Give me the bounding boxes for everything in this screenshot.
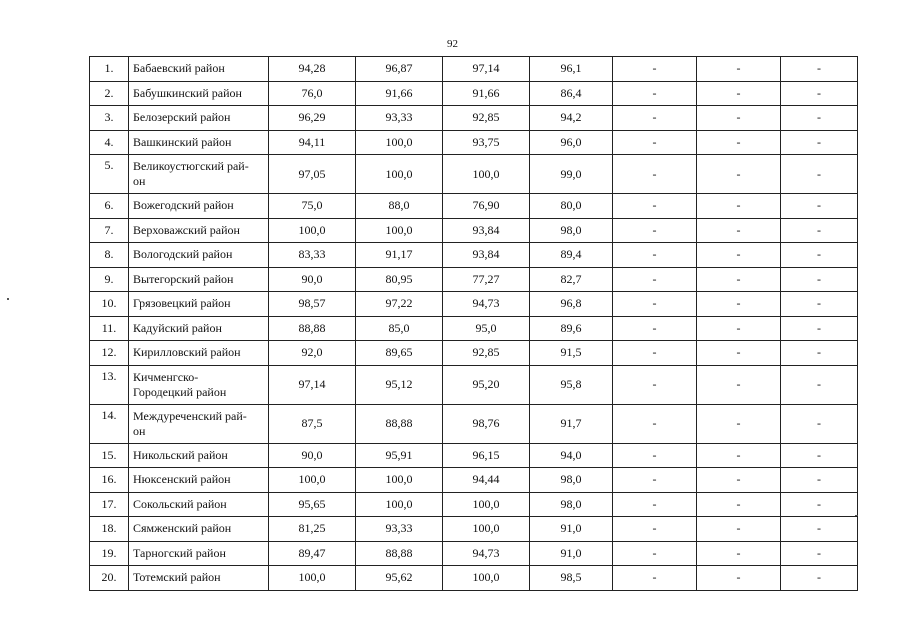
dash-cell-3: -	[781, 365, 858, 404]
value-cell-3: 77,27	[443, 267, 530, 292]
district-name-cell: Вологодский район	[129, 243, 269, 268]
dash-cell-1: -	[613, 566, 697, 591]
dash-cell-2: -	[697, 57, 781, 82]
value-cell-3: 93,75	[443, 130, 530, 155]
dash-cell-2: -	[697, 492, 781, 517]
dash-cell-1: -	[613, 218, 697, 243]
dash-cell-1: -	[613, 365, 697, 404]
district-name-cell: Грязовецкий район	[129, 292, 269, 317]
table-row	[90, 443, 858, 468]
dash-cell-3: -	[781, 57, 858, 82]
district-name-cell: Кирилловский район	[129, 341, 269, 366]
table-row	[90, 130, 858, 155]
value-cell-3: 91,66	[443, 81, 530, 106]
value-cell-2: 93,33	[356, 517, 443, 542]
row-number-cell: 5.	[90, 155, 129, 194]
value-cell-4: 98,5	[530, 566, 613, 591]
district-name-cell: Тотемский район	[129, 566, 269, 591]
table-row	[90, 106, 858, 131]
value-cell-1: 100,0	[269, 218, 356, 243]
dash-cell-2: -	[697, 365, 781, 404]
row-number-cell: 4.	[90, 130, 129, 155]
value-cell-4: 91,0	[530, 541, 613, 566]
dash-cell-1: -	[613, 292, 697, 317]
dash-cell-3: -	[781, 218, 858, 243]
table-row	[90, 404, 858, 443]
district-results-table	[89, 56, 858, 591]
dash-cell-2: -	[697, 443, 781, 468]
value-cell-4: 99,0	[530, 155, 613, 194]
dash-cell-1: -	[613, 404, 697, 443]
dash-cell-2: -	[697, 130, 781, 155]
dash-cell-1: -	[613, 267, 697, 292]
value-cell-2: 95,12	[356, 365, 443, 404]
district-name-cell: Кадуйский район	[129, 316, 269, 341]
dash-cell-1: -	[613, 341, 697, 366]
district-name-cell: Вожегодский район	[129, 194, 269, 219]
value-cell-2: 88,88	[356, 404, 443, 443]
value-cell-3: 93,84	[443, 218, 530, 243]
row-number-cell: 9.	[90, 267, 129, 292]
table-row	[90, 292, 858, 317]
table-row	[90, 155, 858, 194]
value-cell-4: 98,0	[530, 218, 613, 243]
value-cell-3: 95,20	[443, 365, 530, 404]
dash-cell-3: -	[781, 316, 858, 341]
page-number: 92	[447, 38, 458, 50]
scan-speck	[7, 298, 9, 300]
dash-cell-2: -	[697, 468, 781, 493]
district-name-cell: Сямженский район	[129, 517, 269, 542]
value-cell-4: 96,1	[530, 57, 613, 82]
table-row	[90, 541, 858, 566]
dash-cell-3: -	[781, 468, 858, 493]
value-cell-1: 94,28	[269, 57, 356, 82]
dash-cell-3: -	[781, 194, 858, 219]
dash-cell-2: -	[697, 404, 781, 443]
dash-cell-2: -	[697, 155, 781, 194]
dash-cell-3: -	[781, 443, 858, 468]
table-row	[90, 566, 858, 591]
row-number-cell: 6.	[90, 194, 129, 219]
dash-cell-2: -	[697, 292, 781, 317]
dash-cell-3: -	[781, 155, 858, 194]
table-row	[90, 218, 858, 243]
row-number-cell: 15.	[90, 443, 129, 468]
value-cell-3: 97,14	[443, 57, 530, 82]
value-cell-1: 100,0	[269, 566, 356, 591]
district-name-cell: Вашкинский район	[129, 130, 269, 155]
row-number-cell: 16.	[90, 468, 129, 493]
value-cell-3: 94,73	[443, 541, 530, 566]
district-name-cell: Сокольский район	[129, 492, 269, 517]
dash-cell-1: -	[613, 443, 697, 468]
dash-cell-2: -	[697, 194, 781, 219]
value-cell-3: 76,90	[443, 194, 530, 219]
value-cell-1: 98,57	[269, 292, 356, 317]
value-cell-3: 94,44	[443, 468, 530, 493]
row-number-cell: 17.	[90, 492, 129, 517]
dash-cell-1: -	[613, 194, 697, 219]
value-cell-3: 100,0	[443, 517, 530, 542]
dash-cell-1: -	[613, 81, 697, 106]
dash-cell-3: -	[781, 492, 858, 517]
value-cell-2: 96,87	[356, 57, 443, 82]
district-name-cell: Бабаевский район	[129, 57, 269, 82]
value-cell-4: 89,6	[530, 316, 613, 341]
value-cell-2: 95,62	[356, 566, 443, 591]
value-cell-1: 97,14	[269, 365, 356, 404]
value-cell-4: 82,7	[530, 267, 613, 292]
value-cell-2: 93,33	[356, 106, 443, 131]
value-cell-4: 91,0	[530, 517, 613, 542]
district-name-cell: Верховажский район	[129, 218, 269, 243]
dash-cell-2: -	[697, 218, 781, 243]
table-body	[90, 57, 858, 591]
scan-speck	[855, 515, 858, 516]
value-cell-3: 98,76	[443, 404, 530, 443]
value-cell-2: 97,22	[356, 292, 443, 317]
dash-cell-2: -	[697, 81, 781, 106]
value-cell-1: 97,05	[269, 155, 356, 194]
value-cell-2: 100,0	[356, 155, 443, 194]
value-cell-2: 91,17	[356, 243, 443, 268]
table-row	[90, 81, 858, 106]
dash-cell-3: -	[781, 341, 858, 366]
row-number-cell: 3.	[90, 106, 129, 131]
dash-cell-2: -	[697, 316, 781, 341]
value-cell-2: 89,65	[356, 341, 443, 366]
value-cell-1: 90,0	[269, 443, 356, 468]
value-cell-2: 100,0	[356, 492, 443, 517]
value-cell-2: 100,0	[356, 130, 443, 155]
row-number-cell: 11.	[90, 316, 129, 341]
dash-cell-2: -	[697, 106, 781, 131]
dash-cell-1: -	[613, 130, 697, 155]
dash-cell-1: -	[613, 57, 697, 82]
table-row	[90, 316, 858, 341]
value-cell-3: 100,0	[443, 155, 530, 194]
value-cell-4: 86,4	[530, 81, 613, 106]
value-cell-1: 88,88	[269, 316, 356, 341]
value-cell-2: 100,0	[356, 218, 443, 243]
dash-cell-2: -	[697, 243, 781, 268]
table-row	[90, 468, 858, 493]
district-name-cell: Белозерский район	[129, 106, 269, 131]
value-cell-3: 100,0	[443, 492, 530, 517]
value-cell-1: 94,11	[269, 130, 356, 155]
dash-cell-3: -	[781, 517, 858, 542]
dash-cell-1: -	[613, 155, 697, 194]
value-cell-3: 92,85	[443, 341, 530, 366]
value-cell-4: 94,0	[530, 443, 613, 468]
value-cell-2: 100,0	[356, 468, 443, 493]
row-number-cell: 18.	[90, 517, 129, 542]
dash-cell-1: -	[613, 517, 697, 542]
dash-cell-3: -	[781, 130, 858, 155]
value-cell-2: 91,66	[356, 81, 443, 106]
dash-cell-3: -	[781, 106, 858, 131]
dash-cell-2: -	[697, 517, 781, 542]
value-cell-1: 90,0	[269, 267, 356, 292]
dash-cell-1: -	[613, 316, 697, 341]
district-name-cell: Междуреченский рай- он	[129, 404, 269, 443]
value-cell-2: 85,0	[356, 316, 443, 341]
value-cell-1: 87,5	[269, 404, 356, 443]
row-number-cell: 10.	[90, 292, 129, 317]
dash-cell-1: -	[613, 468, 697, 493]
value-cell-1: 81,25	[269, 517, 356, 542]
value-cell-1: 95,65	[269, 492, 356, 517]
dash-cell-1: -	[613, 106, 697, 131]
table-row	[90, 243, 858, 268]
value-cell-3: 92,85	[443, 106, 530, 131]
district-name-cell: Великоустюгский рай- он	[129, 155, 269, 194]
dash-cell-3: -	[781, 243, 858, 268]
value-cell-2: 88,88	[356, 541, 443, 566]
dash-cell-1: -	[613, 243, 697, 268]
dash-cell-3: -	[781, 566, 858, 591]
row-number-cell: 14.	[90, 404, 129, 443]
district-name-cell: Бабушкинский район	[129, 81, 269, 106]
dash-cell-3: -	[781, 541, 858, 566]
dash-cell-2: -	[697, 267, 781, 292]
dash-cell-2: -	[697, 341, 781, 366]
value-cell-1: 92,0	[269, 341, 356, 366]
row-number-cell: 19.	[90, 541, 129, 566]
table-row	[90, 57, 858, 82]
value-cell-4: 95,8	[530, 365, 613, 404]
value-cell-1: 100,0	[269, 468, 356, 493]
value-cell-4: 96,8	[530, 292, 613, 317]
row-number-cell: 8.	[90, 243, 129, 268]
value-cell-1: 89,47	[269, 541, 356, 566]
value-cell-4: 80,0	[530, 194, 613, 219]
value-cell-1: 83,33	[269, 243, 356, 268]
dash-cell-1: -	[613, 541, 697, 566]
value-cell-1: 96,29	[269, 106, 356, 131]
dash-cell-3: -	[781, 81, 858, 106]
district-name-cell: Никольский район	[129, 443, 269, 468]
table-row	[90, 341, 858, 366]
dash-cell-3: -	[781, 292, 858, 317]
value-cell-2: 95,91	[356, 443, 443, 468]
district-name-cell: Кичменгско- Городецкий район	[129, 365, 269, 404]
value-cell-3: 95,0	[443, 316, 530, 341]
value-cell-1: 75,0	[269, 194, 356, 219]
value-cell-4: 94,2	[530, 106, 613, 131]
table-row	[90, 194, 858, 219]
value-cell-3: 96,15	[443, 443, 530, 468]
district-name-cell: Нюксенский район	[129, 468, 269, 493]
district-name-cell: Тарногский район	[129, 541, 269, 566]
value-cell-4: 91,5	[530, 341, 613, 366]
value-cell-4: 98,0	[530, 492, 613, 517]
dash-cell-3: -	[781, 404, 858, 443]
value-cell-1: 76,0	[269, 81, 356, 106]
dash-cell-1: -	[613, 492, 697, 517]
row-number-cell: 20.	[90, 566, 129, 591]
dash-cell-2: -	[697, 566, 781, 591]
value-cell-4: 98,0	[530, 468, 613, 493]
table-row	[90, 492, 858, 517]
value-cell-2: 88,0	[356, 194, 443, 219]
row-number-cell: 12.	[90, 341, 129, 366]
value-cell-4: 91,7	[530, 404, 613, 443]
table-row	[90, 517, 858, 542]
row-number-cell: 1.	[90, 57, 129, 82]
value-cell-4: 89,4	[530, 243, 613, 268]
value-cell-3: 100,0	[443, 566, 530, 591]
district-name-cell: Вытегорский район	[129, 267, 269, 292]
value-cell-3: 94,73	[443, 292, 530, 317]
value-cell-2: 80,95	[356, 267, 443, 292]
value-cell-4: 96,0	[530, 130, 613, 155]
row-number-cell: 7.	[90, 218, 129, 243]
table-row	[90, 365, 858, 404]
table-row	[90, 267, 858, 292]
dash-cell-3: -	[781, 267, 858, 292]
row-number-cell: 2.	[90, 81, 129, 106]
dash-cell-2: -	[697, 541, 781, 566]
value-cell-3: 93,84	[443, 243, 530, 268]
row-number-cell: 13.	[90, 365, 129, 404]
